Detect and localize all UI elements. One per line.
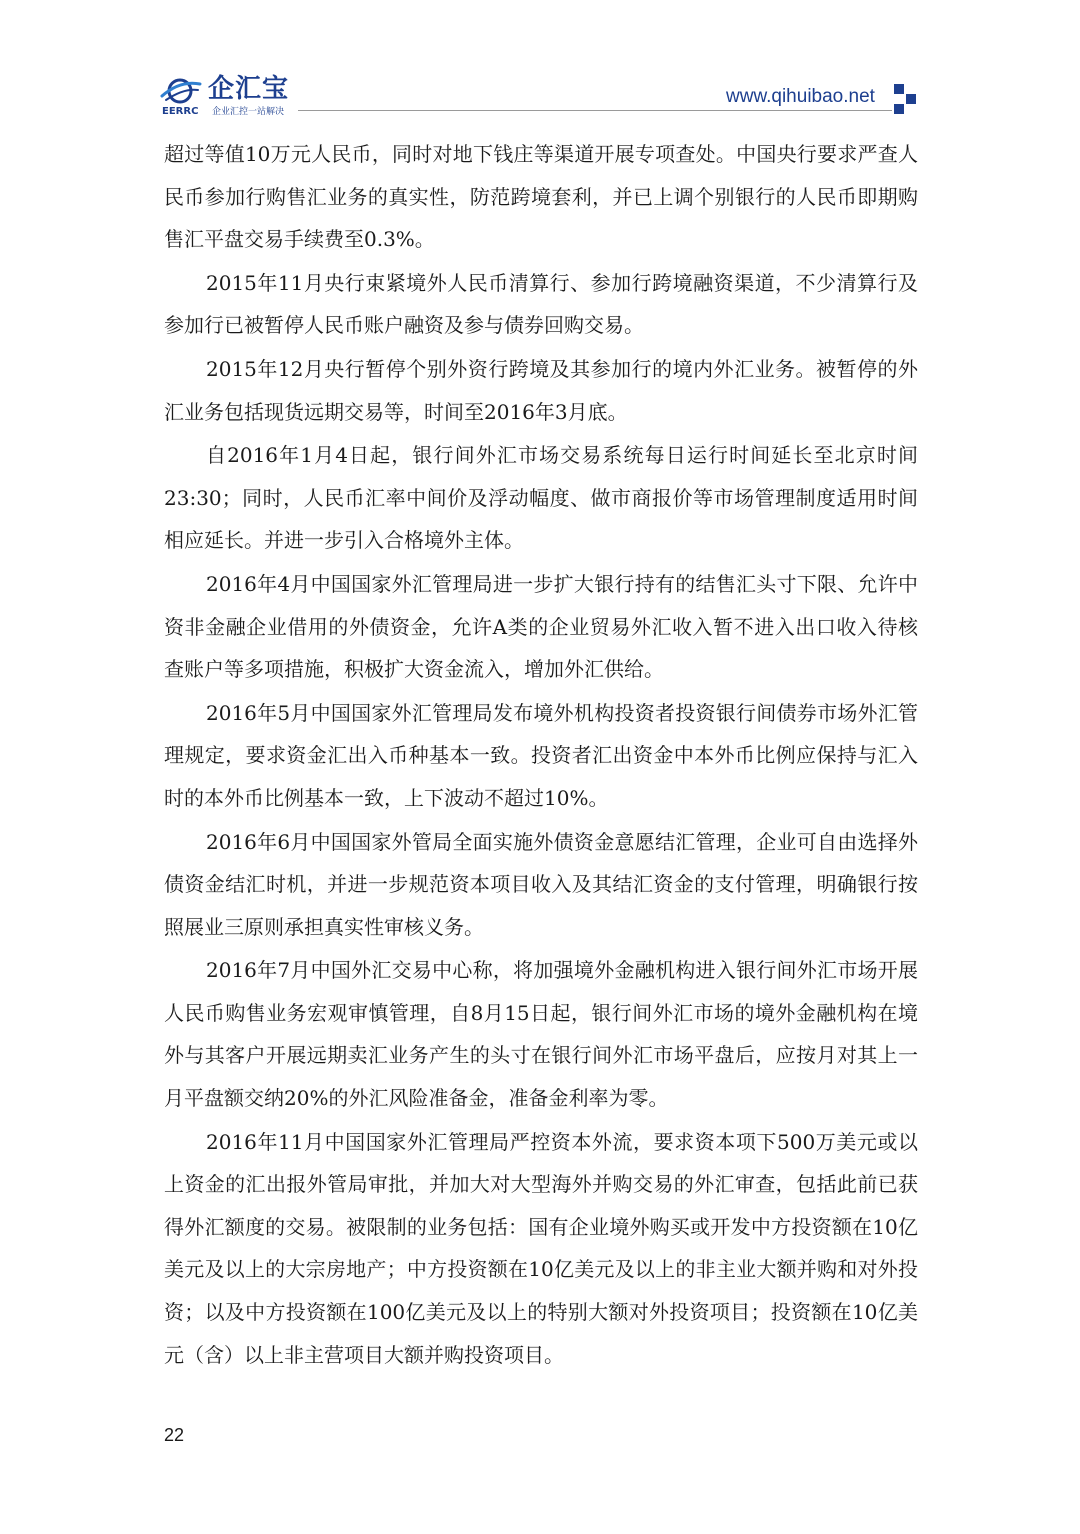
logo-en-text: EERRC: [162, 106, 199, 117]
header-divider: [298, 110, 892, 111]
page-header: [0, 0, 1080, 120]
paragraph: 2016年6月中国国家外管局全面实施外债资金意愿结汇管理，企业可自由选择外债资金结汇时机，并进一步规范资本项目收入及其结汇资金的支付管理，明确银行按照展业三原则承担真实性审核义务。: [164, 829, 918, 939]
logo-tagline: 企业汇控一站解决: [212, 107, 285, 117]
site-url[interactable]: www.qihuibao.net: [726, 86, 875, 107]
paragraph: 2016年11月中国国家外汇管理局严控资本外流，要求资本项下500万美元或以上资金的汇出报外管局审批，并加大对大型海外并购交易的外汇审查，包括此前已获得外汇额度的交易。被限制的业务包括：国有企业境外购买或开发中方投资额在10亿美元及以上的大宗房地产；中方投资额在10亿美元及以上的非主业大额并购和对外投资；以及中方投资额在100亿美元及以上的特别大额对外投资项目；投资额在10亿美元（含）以上非主营项目大额并购投资项目。: [164, 1129, 918, 1367]
document-body: [164, 133, 918, 1377]
paragraph: 自2016年1月4日起，银行间外汇市场交易系统每日运行时间延长至北京时间23:30；同时，人民币汇率中间价及浮动幅度、做市商报价等市场管理制度适用时间相应延长。并进一步引入合格境外主体。: [164, 443, 918, 553]
paragraph: 2016年5月中国国家外汇管理局发布境外机构投资者投资银行间债券市场外汇管理规定，要求资金汇出入币种基本一致。投资者汇出资金中本外币比例应保持与汇入时的本外币比例基本一致，上下波动不超过10%。: [164, 700, 918, 810]
globe-swoosh-icon: [160, 76, 202, 106]
square-blocks-icon: [894, 84, 918, 114]
logo-text: 企汇宝: [208, 74, 290, 104]
paragraph: 2016年4月中国国家外汇管理局进一步扩大银行持有的结售汇头寸下限、允许中资非金融企业借用的外债资金，允许A类的企业贸易外汇收入暂不进入出口收入待核查账户等多项措施，积极扩大资金流入，增加外汇供给。: [164, 571, 918, 682]
paragraph: 2015年11月央行束紧境外人民币清算行、参加行跨境融资渠道，不少清算行及参加行已被暂停人民币账户融资及参与债券回购交易。: [164, 270, 918, 338]
paragraph: 2015年12月央行暂停个别外资行跨境及其参加行的境内外汇业务。被暂停的外汇业务包括现货远期交易等，时间至2016年3月底。: [164, 356, 918, 424]
paragraph: 2016年7月中国外汇交易中心称，将加强境外金融机构进入银行间外汇市场开展人民币购售业务宏观审慎管理，自8月15日起，银行间外汇市场的境外金融机构在境外与其客户开展远期卖汇业务产生的头寸在银行间外汇市场平盘后，应按月对其上一月平盘额交纳20%的外汇风险准备金，准备金利率为零。: [164, 958, 918, 1111]
paragraph: 超过等值10万元人民币，同时对地下钱庄等渠道开展专项查处。中国央行要求严查人民币参加行购售汇业务的真实性，防范跨境套利，并已上调个别银行的人民币即期购售汇平盘交易手续费至0.3%。: [164, 142, 918, 252]
page-number: 22: [164, 1425, 185, 1445]
logo: [160, 74, 320, 120]
